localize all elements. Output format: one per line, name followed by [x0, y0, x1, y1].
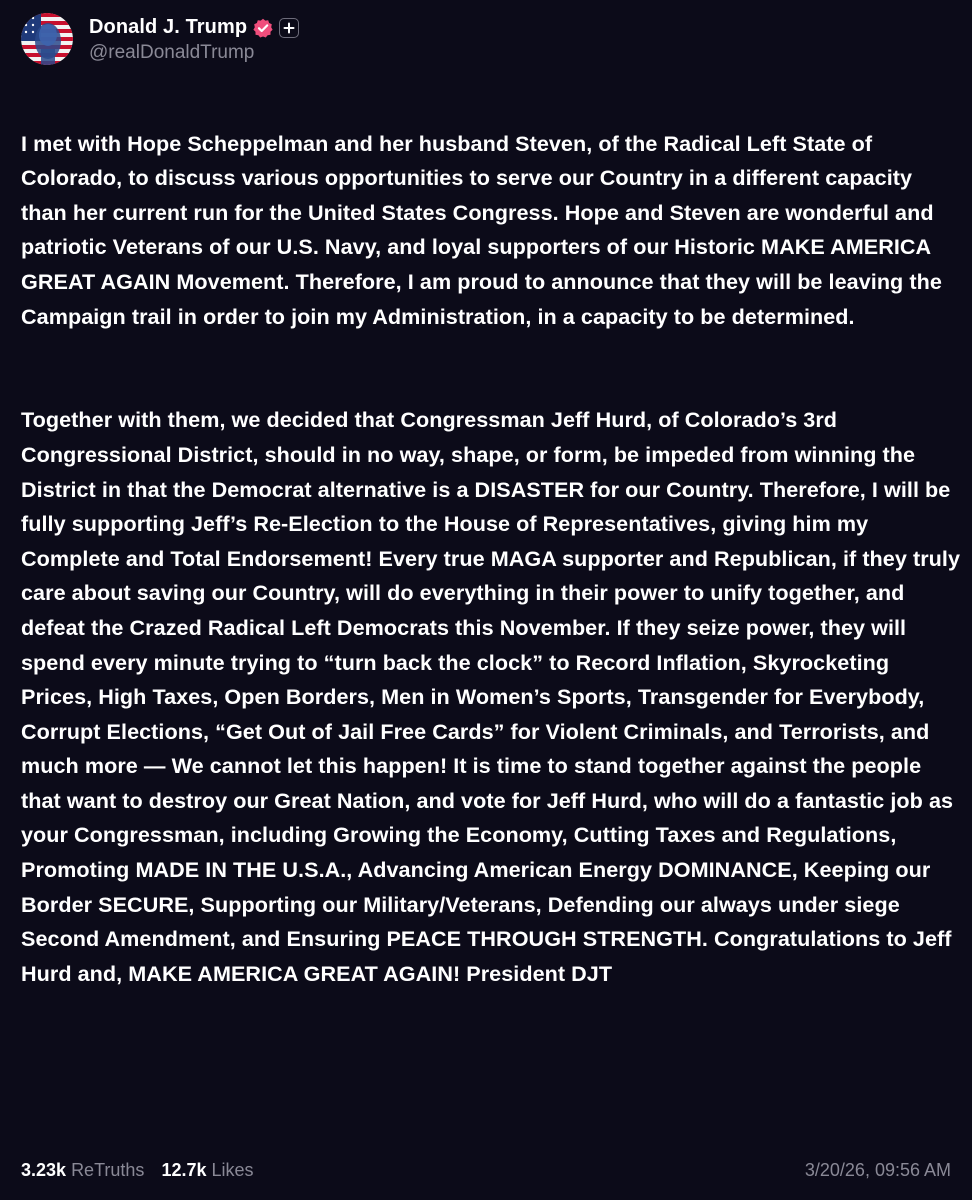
avatar-flag-portrait-icon: [21, 13, 73, 65]
likes-label: Likes: [211, 1160, 254, 1180]
likes-stat[interactable]: [161, 1160, 253, 1180]
retruths-count: 3.23k: [21, 1160, 67, 1180]
post-body: [21, 92, 961, 1061]
author-identity: [89, 15, 299, 64]
post-header: [21, 13, 299, 65]
retruths-label: ReTruths: [71, 1160, 145, 1180]
name-row: [89, 15, 299, 41]
avatar[interactable]: [21, 13, 73, 65]
post-footer: [21, 1160, 951, 1181]
author-handle[interactable]: @realDonaldTrump: [89, 41, 255, 63]
plus-badge-icon: [279, 18, 299, 38]
post-timestamp: 3/20/26, 09:56 AM: [804, 1160, 951, 1180]
author-display-name[interactable]: Donald J. Trump: [89, 16, 248, 38]
post-paragraph: I met with Hope Scheppelman and her husband Steven, of the Radical Left State of Colorado, to discuss various opportunities to serve our Country in a different capacity than her current run for the United States Congress. Hope and Steven are wonderful and patriotic Veterans of our U.S. Navy, and loyal supporters of our Historic MAKE AMERICA GREAT AGAIN Movement. Therefore, I am proud to announce that they will be leaving the Campaign trail in order to join my Administration, in a capacity to be determined.: [21, 130, 942, 329]
likes-count: 12.7k: [161, 1160, 207, 1180]
retruths-stat[interactable]: [21, 1160, 144, 1180]
verified-badge-icon: [253, 18, 273, 38]
engagement-stats: [21, 1160, 266, 1181]
post-paragraph: Together with them, we decided that Congressman Jeff Hurd, of Colorado’s 3rd Congressional District, should in no way, shape, or form, be impeded from winning the District in that the Democrat alternative is a DISASTER for our Country. Therefore, I will be fully supporting Jeff’s Re-Election to the House of Representatives, giving him my Complete and Total Endorsement! Every true MAGA supporter and Republican, if they truly care about saving our Country, will do everything in their power to unify together, and defeat the Crazed Radical Left Democrats this November. If they seize power, they will spend every minute trying to “turn back the clock” to Record Inflation, Skyrocketing Prices, High Taxes, Open Borders, Men in Women’s Sports, Transgender for Everybody, Corrupt Elections, “Get Out of Jail Free Cards” for Violent Criminals, and Terrorists, and much more — We cannot let this happen! It is time to stand together against the people that want to destroy our Great Nation, and vote for Jeff Hurd, who will do a fantastic job as your Congressman, including Growing the Economy, Cutting Taxes and Regulations, Promoting MADE IN THE U.S.A., Advancing American Energy DOMINANCE, Keeping our Border SECURE, Supporting our Military/Veterans, Defending our always under siege Second Amendment, and Ensuring PEACE THROUGH STRENGTH. Congratulations to Jeff Hurd and, MAKE AMERICA GREAT AGAIN! President DJT: [21, 407, 961, 986]
